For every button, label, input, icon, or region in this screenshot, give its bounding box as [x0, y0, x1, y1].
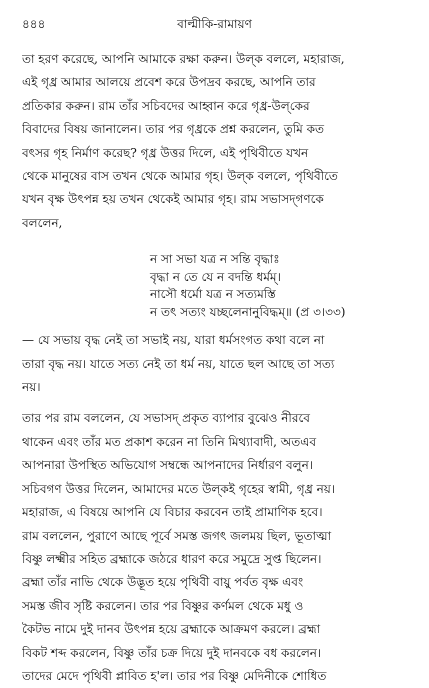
text-line: মহারাজ, এ বিষয়ে আপনি যে বিচার করবেন তাই প্রামাণিক হবে। — [22, 505, 323, 520]
running-title: বাল্মীকি-রামায়ণ — [177, 17, 252, 31]
page-number: ৪৪৪ — [22, 17, 46, 31]
text-line: বৎসর গৃহ নির্মাণ করেছ? গৃধ্র উত্তর দিলে, এই পৃথিবীতে যখন — [22, 145, 309, 160]
verse-line: ন তৎ সত্যং যচ্ছলেনানুবিদ্ধম্‌॥ (প্র ৩।৩৩) — [150, 304, 346, 319]
text-line: প্রতিকার করুন। রাম তাঁর সচিবদের আহ্বান করে গৃধ্র-উল্‌কের — [22, 98, 310, 113]
verse-line: নাসৌ ধর্মো যত্র ন সত্যমস্তি — [150, 287, 276, 302]
sanskrit-verse — [150, 251, 407, 321]
text-line: বললেন, — [22, 215, 63, 230]
text-line: থাকেন এবং তাঁর মত প্রকাশ করেন না তিনি মিথ্যাবাদী, অতএব — [22, 434, 317, 449]
text-line: তার পর রাম বললেন, যে সভাসদ্‌ প্রকৃত ব্যাপার বুঝেও নীরবে — [22, 411, 310, 426]
text-line: বিষ্ণু লক্ষ্মীর সহিত ব্রহ্মাকে জঠরে ধারণ করে সমুদ্রে সুপ্ত ছিলেন। — [22, 551, 322, 566]
text-line: যখন বৃক্ষ উৎপন্ন হয় তখন থেকেই আমার গৃহ। রাম সভাসদ্‌গণকে — [22, 192, 324, 207]
text-line: রাম বললেন, পুরাণে আছে পূর্বে সমস্ত জগৎ জলময় ছিল, ভূতাত্মা — [22, 528, 332, 543]
verse-line: বৃদ্ধা ন তে যে ন বদন্তি ধর্মম্‌। — [150, 269, 281, 284]
text-line: নয়। — [22, 380, 41, 395]
text-line: আপনারা উপস্থিত অভিযোগ সম্বন্ধে আপনাদের নির্ধারণ বলুন। — [22, 458, 314, 473]
text-line: — যে সভায় বৃদ্ধ নেই তা সভাই নয়, যারা ধর্মসংগত কথা বলে না — [22, 333, 325, 348]
paragraph-3 — [22, 407, 407, 688]
text-line: সমস্ত জীব সৃষ্টি করলেন। তার পর বিষ্ণুর কর্ণমল থেকে মধু ও — [22, 598, 304, 613]
text-line: কৈটভ নামে দুই দানব উৎপন্ন হয়ে ব্রহ্মাকে আক্রমণ করলে। ব্রহ্মা — [22, 622, 321, 637]
text-line: বিবাদের বিষয় জানালেন। তার পর গৃধ্রকে প্রশ্ন করলেন, তুমি কত — [22, 122, 325, 137]
page-header — [22, 14, 407, 40]
text-line: বিকট শব্দ করলেন, বিষ্ণু তাঁর চক্র দিয়ে দুই দানবকে বধ করলেন। — [22, 645, 322, 660]
text-line: তা হরণ করেছে, আপনি আমাকে রক্ষা করুন। উল্‌ক বললে, মহারাজ, — [22, 52, 345, 66]
text-line: সচিবগণ উত্তর দিলেন, আমাদের মতে উল্‌কই গৃহের স্বামী, গৃধ্র নয়। — [22, 481, 336, 496]
text-line: তাদের মেদে পৃথিবী প্লাবিত হ'ল। তার পর বিষ্ণু মেদিনীকে শোধিত — [22, 668, 327, 683]
text-line: এই গৃধ্র আমার আলয়ে প্রবেশ করে উপদ্রব করছে, আপনি তার — [22, 75, 316, 90]
paragraph-2 — [22, 329, 407, 399]
paragraph-1 — [22, 48, 407, 235]
text-line: তারা বৃদ্ধ নয়। যাতে সত্য নেই তা ধর্ম নয়, যাতে ছল আছে তা সত্য — [22, 356, 335, 371]
verse-line: ন সা সভা যত্র ন সন্তি বৃদ্ধাঃ — [150, 252, 280, 267]
text-line: ব্রহ্মা তাঁর নাভি থেকে উদ্ভূত হয়ে পৃথিবী বায়ু পর্বত বৃক্ষ এবং — [22, 575, 304, 590]
text-line: থেকে মানুষের বাস তখন থেকে আমার গৃহ। উল্‌ক বললে, পৃথিবীতে — [22, 169, 338, 184]
